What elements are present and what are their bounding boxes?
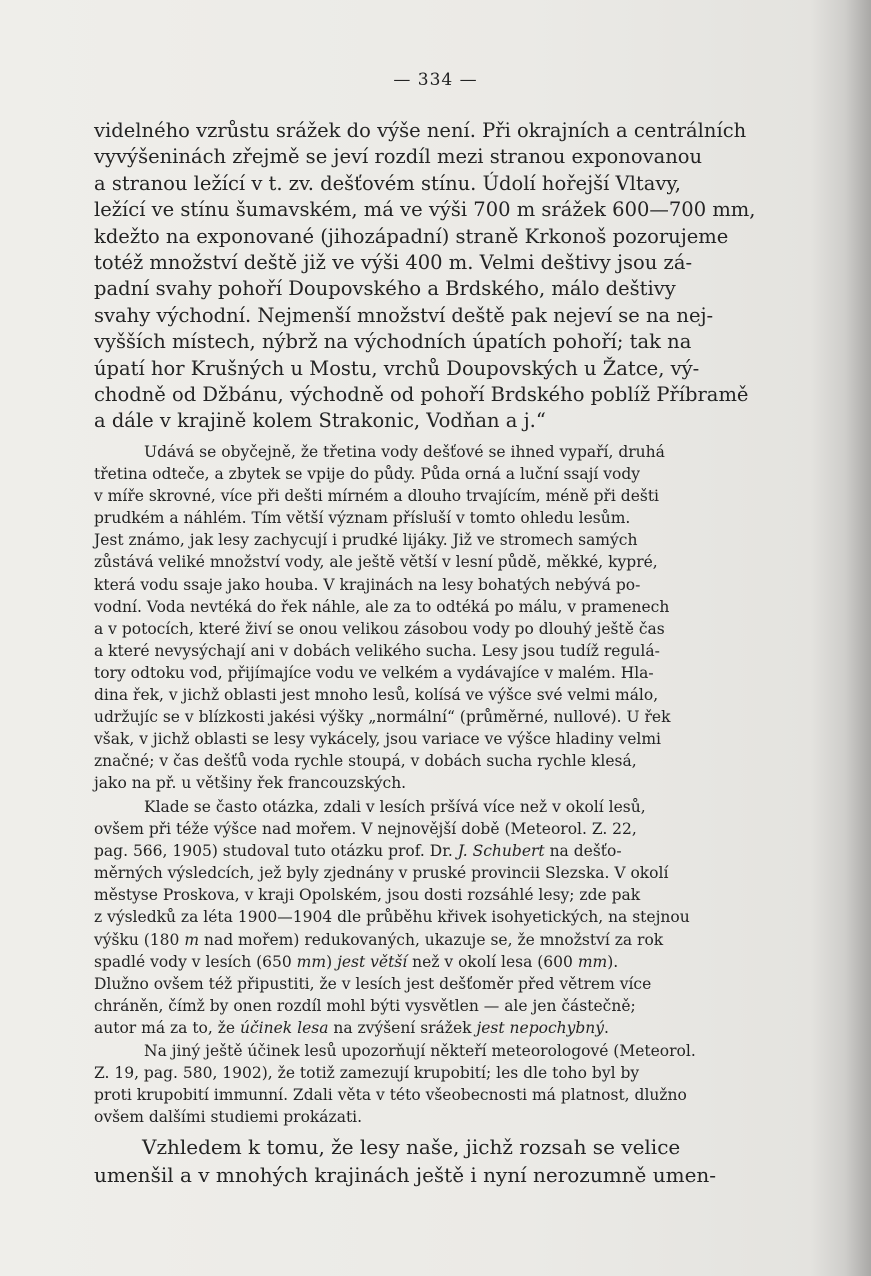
text-line: Jest známo, jak lesy zachycují i prudké lijáky. Již ve stromech samých (94, 531, 638, 550)
text-line: výšku (180 m nad mořem) redukovaných, ukazuje se, že množství za rok (94, 930, 664, 949)
text-line: a dále v krajině kolem Strakonic, Vodňan a j.“ (94, 409, 546, 433)
text-line: Z. 19, pag. 580, 1902), že totiž zamezují krupobití; les dle toho byl by (94, 1064, 640, 1083)
text-line: vyvýšeninách zřejmě se jeví rozdíl mezi stranou exponovanou (94, 145, 703, 169)
text-line: kdežto na exponované (jihozápadní) straně Krkonoš pozorujeme (94, 224, 729, 248)
text-line: dina řek, v jichž oblasti jest mnoho lesů, kolísá ve výšce své velmi málo, (94, 686, 659, 705)
paragraph-hail (94, 1040, 758, 1128)
text-line: ovšem dalšími studiemi prokázati. (94, 1108, 363, 1127)
text-line: v míře skrovné, více při dešti mírném a dlouho trvajícím, méně při dešti (94, 487, 660, 506)
text-line: z výsledků za léta 1900—1904 dle průběhu křivek isohyetických, na stejnou (94, 908, 690, 927)
text-line: a v potocích, které živí se onou velikou zásobou vody po dlouhý ještě čas (94, 619, 665, 638)
text-line: Na jiný ještě účinek lesů upozorňují někteří meteorologové (Meteorol. (144, 1042, 696, 1060)
text-line: autor má za to, že účinek lesa na zvýšení srážek jest nepochybný. (94, 1018, 609, 1037)
text-line: umenšil a v mnohých krajinách ještě i nyní nerozumně umen- (94, 1163, 717, 1187)
text-line: ležící ve stínu šumavském, má ve výši 700 m srážek 600—700 mm, (94, 198, 756, 222)
emphasis-text: účinek lesa (240, 1018, 329, 1037)
page-number: — 334 — (393, 70, 478, 90)
text-line: Udává se obyčejně, že třetina vody dešťové se ihned vypaří, druhá (144, 443, 665, 461)
text-line: úpatí hor Krušných u Mostu, vrchů Doupovských u Žatce, vý- (94, 356, 700, 380)
text-line: tory odtoku vod, přijímajíce vodu ve velkém a vydávajíce v malém. Hla- (94, 663, 654, 682)
text-line: ovšem při téže výšce nad mořem. V nejnovější době (Meteorol. Z. 22, (94, 820, 637, 839)
text-line: a stranou ležící v t. zv. dešťovém stínu. Údolí hořejší Vltavy, (94, 171, 681, 195)
text-line: značné; v čas dešťů voda rychle stoupá, v dobách sucha rychle klesá, (94, 752, 637, 771)
text-line: a které nevysýchají ani v dobách velikého sucha. Lesy jsou tudíž regulá- (94, 641, 660, 660)
text-line: udržujíc se v blízkosti jakési výšky „normální“ (průměrné, nullové). U řek (94, 708, 671, 727)
text-line: pag. 566, 1905) studoval tuto otázku prof. Dr. J. Schubert na dešťo- (94, 842, 622, 861)
text-line: svahy východní. Nejmenší množství deště pak nejeví se na nej- (94, 303, 714, 327)
text-line: proti krupobití immunní. Zdali věta v této všeobecnosti má platnost, dlužno (94, 1086, 687, 1105)
text-line: Dlužno ovšem též připustiti, že v lesích jest dešťoměr před větrem více (94, 974, 652, 993)
text-line: videlného vzrůstu srážek do výše není. Při okrajních a centrálních (94, 119, 747, 142)
text-line: zůstává veliké množství vody, ale ještě větší v lesní půdě, měkké, kypré, (94, 553, 658, 572)
paragraph-forest-decline (94, 1133, 758, 1189)
text-line: vyšších místech, nýbrž na východních úpatích pohoří; tak na (94, 330, 692, 354)
emphasis-text: jest nepochybný (476, 1018, 605, 1037)
paragraph-rainfall-in-forests (94, 796, 758, 1039)
text-line: Vzhledem k tomu, že lesy naše, jichž rozsah se velice (142, 1135, 681, 1159)
text-line: Klade se často otázka, zdali v lesích pršívá více než v okolí lesů, (144, 798, 646, 816)
paragraph-water-runoff (94, 441, 758, 795)
text-line: která vodu ssaje jako houba. V krajinách na lesy bohatých nebývá po- (94, 575, 641, 594)
text-line: padní svahy pohoří Doupovského a Brdského, málo deštivy (94, 277, 676, 301)
text-line: třetina odteče, a zbytek se vpije do půdy. Půda orná a luční ssají vody (94, 465, 641, 484)
text-line: totéž množství deště již ve výši 400 m. Velmi deštivy jsou zá- (94, 251, 693, 275)
text-line: chodně od Džbánu, východně od pohoří Brdského poblíž Příbramě (94, 383, 749, 407)
text-line: však, v jichž oblasti se lesy vykácely, jsou variace ve výšce hladiny velmi (94, 730, 662, 749)
text-line: vodní. Voda nevtéká do řek náhle, ale za to odtéká po málu, v pramenech (94, 597, 670, 616)
text-line: měrných výsledcích, jež byly zjednány v pruské provincii Slezska. V okolí (94, 864, 669, 883)
text-line: spadlé vody v lesích (650 mm) jest větší než v okolí lesa (600 mm). (94, 952, 619, 971)
text-line: prudkém a náhlém. Tím větší význam přísluší v tomto ohledu lesům. (94, 509, 631, 528)
quote-paragraph (94, 118, 758, 435)
text-line: chráněn, čímž by onen rozdíl mohl býti vysvětlen — ale jen částečně; (94, 996, 636, 1015)
text-line: jako na př. u většiny řek francouzských. (94, 774, 407, 793)
emphasis-text: jest větší (337, 952, 408, 971)
text-line: městyse Proskova, v kraji Opolském, jsou dosti rozsáhlé lesy; zde pak (94, 886, 641, 905)
author-name: J. Schubert (457, 842, 545, 861)
